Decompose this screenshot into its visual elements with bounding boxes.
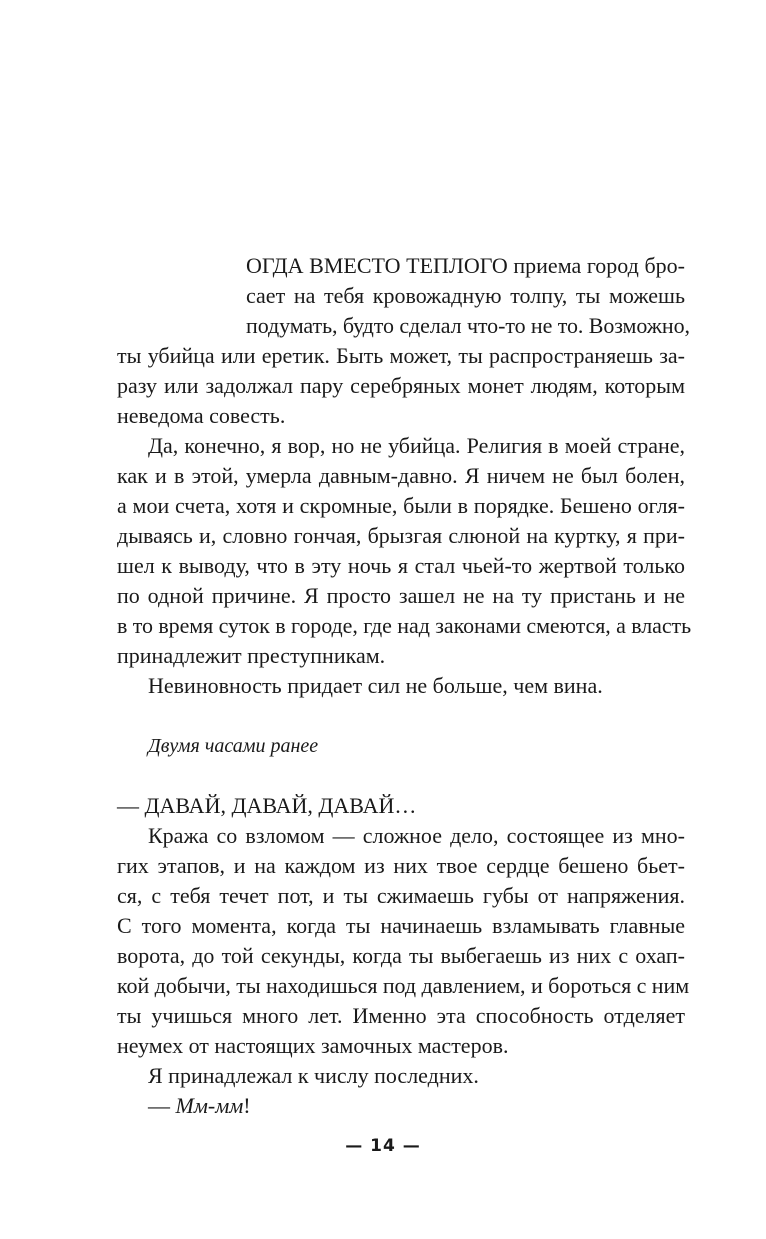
section-marker: Двумя часами ранее	[148, 735, 319, 757]
paragraph2-line-5: шел к выводу, что в эту ночь я стал чьей-то жертвой только	[117, 553, 685, 578]
paragraph4-line-7: ты учишься много лет. Именно эта способность отделяет	[117, 1003, 685, 1028]
paragraph2-line-4: дываясь и, словно гончая, брызгая слюной на куртку, я при-	[117, 523, 685, 548]
paragraph2-line-8: принадлежит преступникам.	[117, 643, 386, 668]
paragraph4-line-2: гих этапов, и на каждом из них твое сердце бешено бьет-	[117, 853, 685, 878]
paragraph4-line-1: Кража со взломом — сложное дело, состоящее из мно-	[148, 823, 685, 848]
dialogue-line-2	[148, 1091, 685, 1121]
paragraph2-line-7: в то время суток в городе, где над законами смеются, а власть	[117, 613, 692, 638]
dialogue-dash: —	[148, 1093, 176, 1118]
paragraph4-line-6: кой добычи, ты находишься под давлением, и бороться с ним	[117, 973, 690, 998]
opening-line-4: ты убийца или еретик. Быть может, ты распространяешь за-	[117, 343, 685, 368]
paragraph2-line-6: по одной причине. Я просто зашел не на ту пристань и не	[117, 583, 685, 608]
opening-line-3: подумать, будто сделал что-то не то. Возможно,	[246, 313, 690, 338]
paragraph5: Я принадлежал к числу последних.	[148, 1063, 479, 1088]
opening-line-2: сает на тебя кровожадную толпу, ты можешь	[246, 283, 685, 308]
paragraph2-line-3: а мои счета, хотя и скромные, были в порядке. Бешено огля-	[117, 493, 685, 518]
paragraph2-line-2: как и в этой, умерла давным-давно. Я ничем не был болен,	[117, 463, 685, 488]
paragraph4-line-5: ворота, до той секунды, когда ты выбегаешь из них с охап-	[117, 943, 685, 968]
page-number: — 14 —	[345, 1136, 421, 1156]
paragraph4-line-4: С того момента, когда ты начинаешь взламывать главные	[117, 913, 685, 938]
opening-line-6: неведома совесть.	[117, 403, 286, 428]
opening-line-5: разу или задолжал пару серебряных монет людям, которым	[117, 373, 685, 398]
paragraph3: Невиновность придает сил не больше, чем вина.	[148, 673, 603, 698]
paragraph4-line-3: ся, с тебя течет пот, и ты сжимаешь губы от напряжения.	[117, 883, 685, 908]
dialogue-end-mark: !	[243, 1093, 251, 1118]
paragraph4-line-8: неумех от настоящих замочных мастеров.	[117, 1033, 509, 1058]
dialogue-line-1: — ДАВАЙ, ДАВАЙ, ДАВАЙ…	[117, 793, 417, 818]
dialogue-italic-text: Мм-мм	[175, 1093, 244, 1118]
paragraph2-line-1: Да, конечно, я вор, но не убийца. Религия в моей стране,	[148, 433, 685, 458]
opening-line-1: ОГДА ВМЕСТО ТЕПЛОГО приема город бро-	[246, 253, 685, 278]
